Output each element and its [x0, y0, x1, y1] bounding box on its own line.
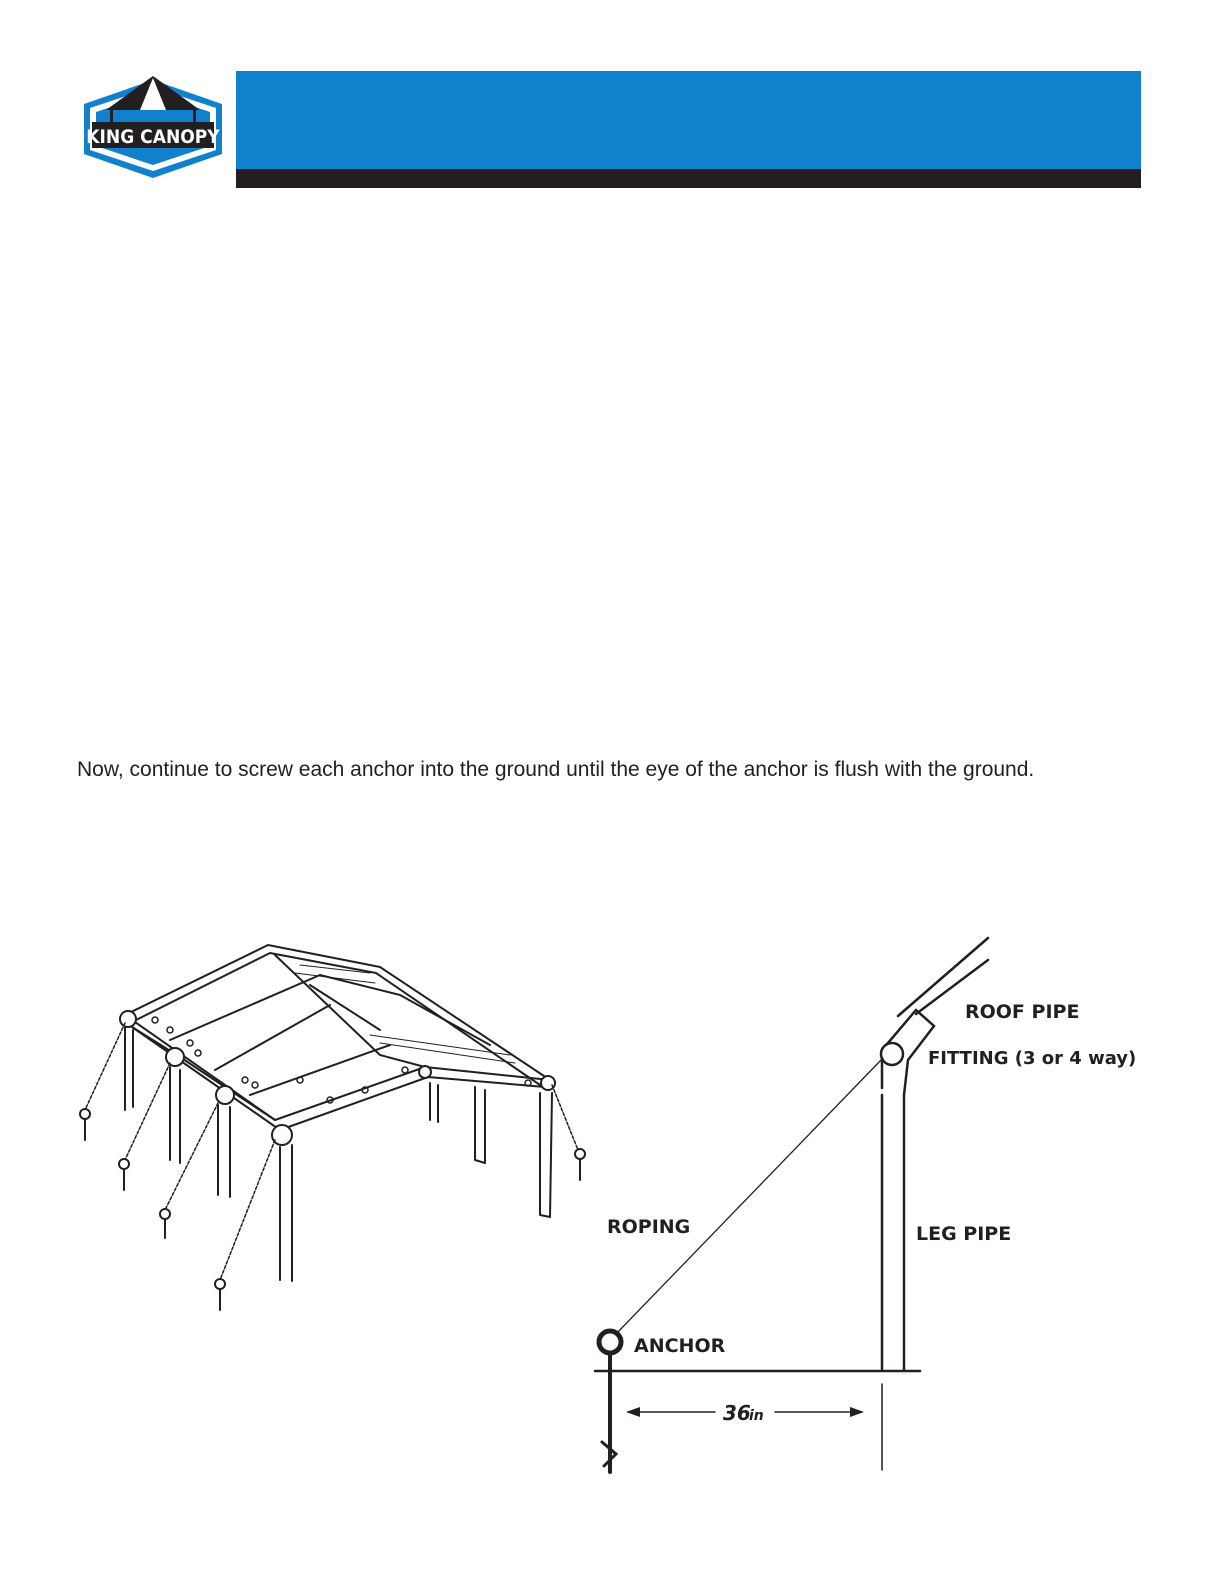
instruction-text: Now, continue to screw each anchor into the ground until the eye of the anchor is flush with the ground. [77, 758, 1035, 781]
header-bar [236, 71, 1141, 169]
distance-value: 36 [723, 1401, 751, 1425]
label-roping: ROPING [607, 1216, 691, 1238]
distance-unit: in [749, 1408, 764, 1424]
anchor-detail-diagram [590, 930, 1150, 1490]
label-roof-pipe: ROOF PIPE [965, 1001, 1080, 1023]
label-anchor: ANCHOR [634, 1335, 726, 1357]
label-fitting: FITTING (3 or 4 way) [928, 1048, 1137, 1069]
canopy-frame-illustration [70, 935, 600, 1320]
leg-pipe [882, 1095, 904, 1370]
anchor-eye [599, 1331, 621, 1353]
label-leg-pipe: LEG PIPE [916, 1223, 1012, 1245]
roping [615, 1058, 883, 1335]
header-rule [236, 169, 1141, 188]
logo-wordmark: KING CANOPY [86, 126, 220, 148]
king-canopy-logo [80, 74, 226, 182]
